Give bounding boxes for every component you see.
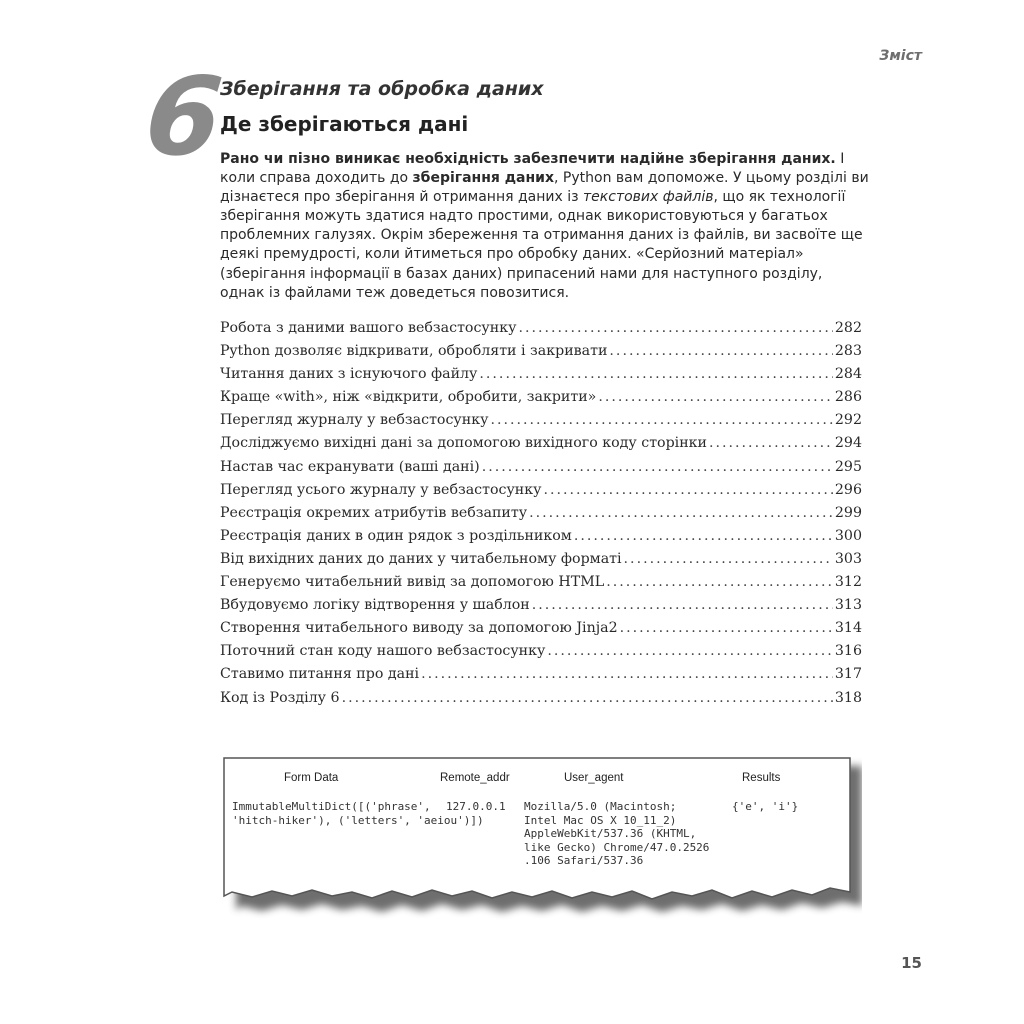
- toc-entry-title: Реєстрація окремих атрибутів вебзапиту: [220, 504, 528, 521]
- intro-paragraph: [220, 150, 870, 303]
- toc-entry: [220, 574, 862, 597]
- toc-entry-title: Від вихідних даних до даних у читабельному форматі: [220, 550, 622, 567]
- toc-entry-page: 313: [834, 597, 862, 614]
- toc-leader-dots: [620, 620, 833, 636]
- cell-user-agent: [524, 800, 709, 868]
- toc-entry: [220, 412, 862, 435]
- toc-entry: [220, 597, 862, 620]
- toc-entry: [220, 459, 862, 482]
- toc-entry-page: 299: [834, 504, 862, 521]
- header-remote-addr: Remote_addr: [440, 772, 510, 784]
- cell-user-agent-line: AppleWebKit/537.36 (KHTML,: [524, 827, 697, 840]
- toc-entry: [220, 528, 862, 551]
- toc-entry: [220, 620, 862, 643]
- toc-entry-page: 312: [834, 574, 862, 591]
- toc-entry-title: Перегляд усього журналу у вебзастосунку: [220, 481, 542, 498]
- toc-leader-dots: [421, 666, 833, 682]
- header-results: Results: [742, 772, 781, 784]
- section-title: Де зберігаються дані: [220, 112, 469, 136]
- toc-leader-dots: [532, 597, 833, 613]
- toc-leader-dots: [518, 320, 832, 336]
- toc-entry-page: 286: [834, 389, 862, 406]
- toc-leader-dots: [342, 690, 833, 706]
- toc-leader-dots: [609, 343, 832, 359]
- toc-entry-title: Краще «with», ніж «відкрити, обробити, закрити»: [220, 389, 597, 406]
- toc-entry: [220, 482, 862, 505]
- toc-entry-page: 317: [834, 666, 862, 683]
- toc-entry-page: 295: [834, 458, 862, 475]
- toc-leader-dots: [479, 366, 833, 382]
- toc-leader-dots: [529, 505, 833, 521]
- toc-entry-title: Робота з даними вашого вебзастосунку: [220, 320, 517, 336]
- toc-leader-dots: [482, 459, 833, 475]
- log-table-figure: [222, 756, 856, 906]
- intro-text-3: , що як технології зберігання можуть здатися надто простими, однак використовуються у багатьох проблемних галузях. Окрім збереження та отримання даних із файлів, ви засвоїте ще деякі премудрості, коли йтиметься про обробку даних. «Серйозний матеріал» (зберігання інформації в базах даних) припасений нами для наступного розділу, однак із файлами теж доведеться повозитися.: [220, 189, 863, 301]
- toc-entry-page: 282: [834, 320, 862, 336]
- log-table-card: [222, 756, 854, 906]
- intro-text-1: І коли справа доходить до: [220, 151, 845, 187]
- toc-entry-title: Настав час екранувати (ваші дані): [220, 458, 480, 475]
- toc-entry-page: 316: [834, 643, 862, 660]
- toc-entry: [220, 366, 862, 389]
- intro-lead: Рано чи пізно виникає необхідність забезпечити надійне зберігання даних.: [220, 151, 836, 167]
- cell-form-data-line: ImmutableMultiDict([('phrase',: [232, 800, 431, 813]
- toc-entry: [220, 643, 862, 666]
- toc-entry: [220, 435, 862, 458]
- toc-entry-page: 314: [834, 620, 862, 637]
- toc-entry: [220, 389, 862, 412]
- toc-entry-page: 303: [834, 550, 862, 567]
- toc-leader-dots: [574, 528, 833, 544]
- toc-leader-dots: [543, 482, 832, 498]
- toc-entry: [220, 505, 862, 528]
- cell-remote-addr: 127.0.0.1: [446, 800, 506, 813]
- toc-entry-title: Код із Розділу 6: [220, 689, 340, 706]
- toc-entry-title: Читання даних з існуючого файлу: [220, 366, 478, 383]
- toc-entry-title: Створення читабельного виводу за допомогою Jinja2: [220, 620, 618, 637]
- cell-results: {'e', 'i'}: [732, 800, 799, 813]
- running-header: Зміст: [879, 48, 922, 64]
- header-form-data: Form Data: [284, 772, 339, 784]
- toc-entry-title: Генеруємо читабельний вивід за допомогою HTML: [220, 574, 605, 591]
- toc-entry-title: Перегляд журналу у вебзастосунку: [220, 412, 489, 429]
- toc-entry-page: 284: [834, 366, 862, 383]
- cell-form-data-line: 'hitch-hiker'), ('letters', 'aeiou')]): [232, 813, 484, 827]
- toc-leader-dots: [547, 643, 833, 659]
- toc-entry: [220, 343, 862, 366]
- toc-entry-title: Python дозволяє відкривати, обробляти і закривати: [220, 343, 608, 360]
- cell-user-agent-line: Intel Mac OS X 10_11_2): [524, 813, 677, 827]
- toc-entry-page: 292: [834, 412, 862, 429]
- toc-leader-dots: [709, 435, 833, 451]
- toc-entry: [220, 551, 862, 574]
- toc-entry-page: 283: [834, 343, 862, 360]
- toc-entry: [220, 320, 862, 343]
- toc-leader-dots: [606, 574, 833, 590]
- toc-entry-title: Поточний стан коду нашого вебзастосунку: [220, 643, 546, 660]
- cell-user-agent-line: .106 Safari/537.36: [524, 854, 644, 867]
- page-number: 15: [901, 954, 922, 972]
- toc-entry-title: Ставимо питання про дані: [220, 666, 420, 683]
- toc-entry-title: Вбудовуємо логіку відтворення у шаблон: [220, 597, 530, 614]
- chapter-number: 6: [139, 55, 228, 180]
- toc-entry-page: 296: [834, 481, 862, 498]
- toc-leader-dots: [624, 551, 833, 567]
- toc-leader-dots: [598, 389, 833, 405]
- cell-user-agent-line: Mozilla/5.0 (Macintosh;: [524, 800, 677, 813]
- table-of-contents: [220, 320, 862, 713]
- cell-user-agent-line: like Gecko) Chrome/47.0.2526: [524, 840, 710, 854]
- header-user-agent: User_agent: [564, 772, 624, 784]
- toc-leader-dots: [490, 412, 832, 428]
- intro-text-2: , Python вам допоможе. У цьому розділі ви дізнаєтеся про зберігання й отримання даних із: [220, 170, 869, 206]
- toc-entry: [220, 666, 862, 689]
- toc-entry-title: Досліджуємо вихідні дані за допомогою вихідного коду сторінки: [220, 435, 707, 452]
- toc-entry-page: 318: [834, 689, 862, 706]
- toc-entry-page: 294: [834, 435, 862, 452]
- toc-entry: [220, 690, 862, 713]
- toc-entry-title: Реєстрація даних в один рядок з роздільником: [220, 527, 572, 544]
- chapter-title: Зберігання та обробка даних: [220, 78, 544, 100]
- toc-entry-page: 300: [834, 527, 862, 544]
- intro-italic-1: текстових файлів: [583, 189, 714, 206]
- intro-bold-1: зберігання даних: [412, 170, 555, 187]
